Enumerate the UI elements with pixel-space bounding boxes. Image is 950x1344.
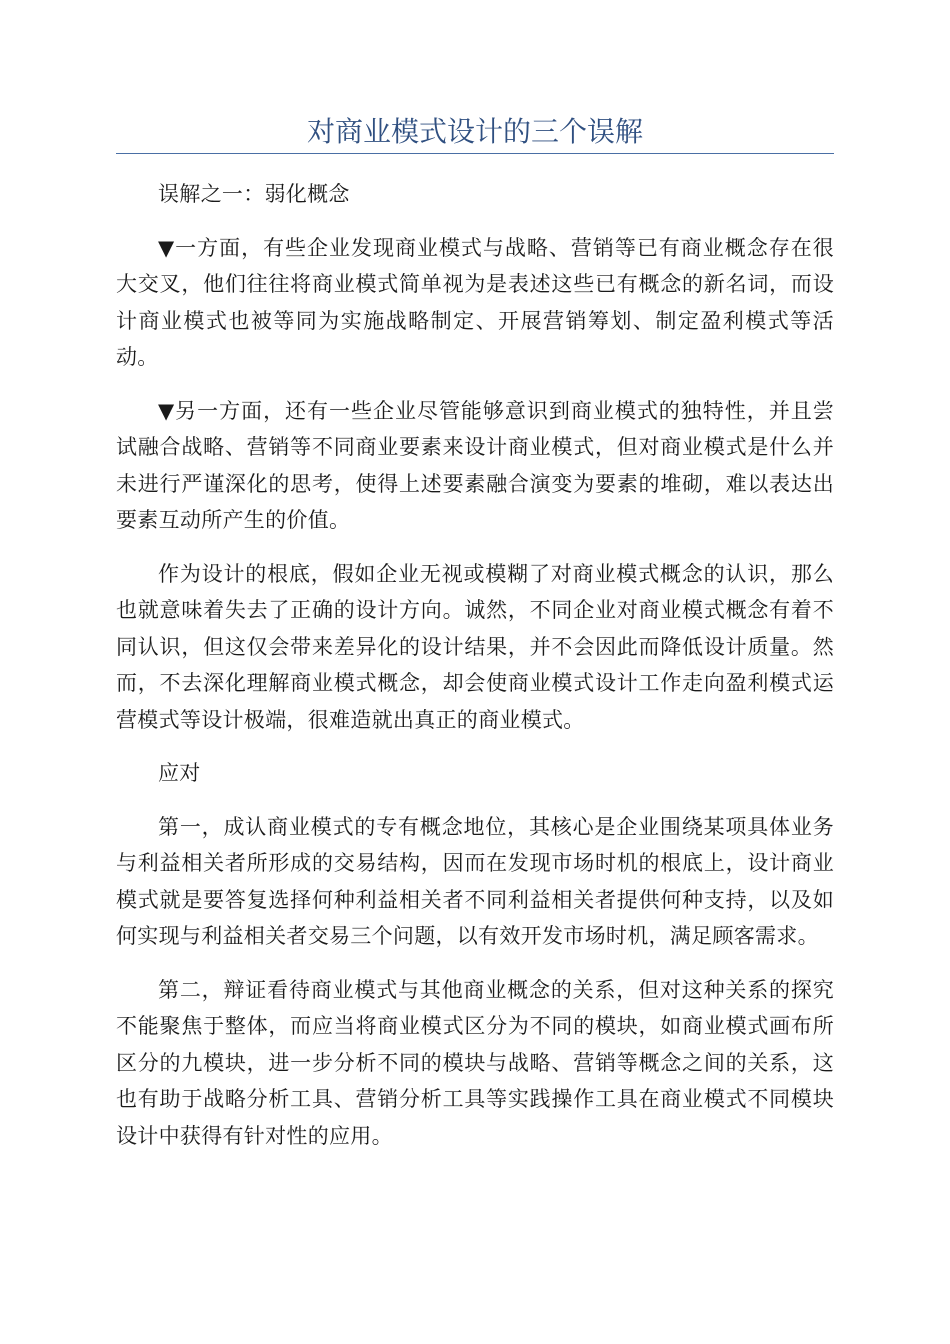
paragraph-design-foundation: 作为设计的根底，假如企业无视或模糊了对商业模式概念的认识，那么也就意味着失去了正确的设计方向。诚然，不同企业对商业模式概念有着不同认识，但这仅会带来差异化的设计结果，并不会因此而降低设计质量。然而，不去深化理解商业模式概念，却会使商业模式设计工作走向盈利模式运营模式等设计极端，很难造就出真正的商业模式。 [116, 561, 834, 732]
paragraph-other-hand: ▼另一方面，还有一些企业尽管能够意识到商业模式的独特性，并且尝试融合战略、营销等不同商业要素来设计商业模式，但对商业模式是什么并未进行严谨深化的思考，使得上述要素融合演变为要素的堆砌，难以表达出要素互动所产生的价值。 [116, 398, 834, 532]
section-heading-misunderstanding-1: 误解之一：弱化概念 [158, 182, 350, 206]
title-underline [116, 153, 834, 154]
paragraph-one-hand: ▼一方面，有些企业发现商业模式与战略、营销等已有商业概念存在很大交叉，他们往往将商业模式简单视为是表述这些已有概念的新名词，而设计商业模式也被等同为实施战略制定、开展营销筹划、制定盈利模式等活动。 [116, 235, 834, 369]
document-body [116, 176, 834, 1171]
document-title: 对商业模式设计的三个误解 [306, 115, 643, 148]
section-heading-response: 应对 [158, 761, 201, 785]
paragraph-response-second: 第二，辩证看待商业模式与其他商业概念的关系，但对这种关系的探究不能聚焦于整体，而应当将商业模式区分为不同的模块，如商业模式画布所区分的九模块，进一步分析不同的模块与战略、营销等概念之间的关系，这也有助于战略分析工具、营销分析工具等实践操作工具在商业模式不同模块设计中获得有针对性的应用。 [116, 977, 834, 1148]
paragraph-response-first: 第一，成认商业模式的专有概念地位，其核心是企业围绕某项具体业务与利益相关者所形成的交易结构，因而在发现市场时机的根底上，设计商业模式就是要答复选择何种利益相关者不同利益相关者提供何种支持，以及如何实现与利益相关者交易三个问题，以有效开发市场时机，满足顾客需求。 [116, 814, 834, 948]
